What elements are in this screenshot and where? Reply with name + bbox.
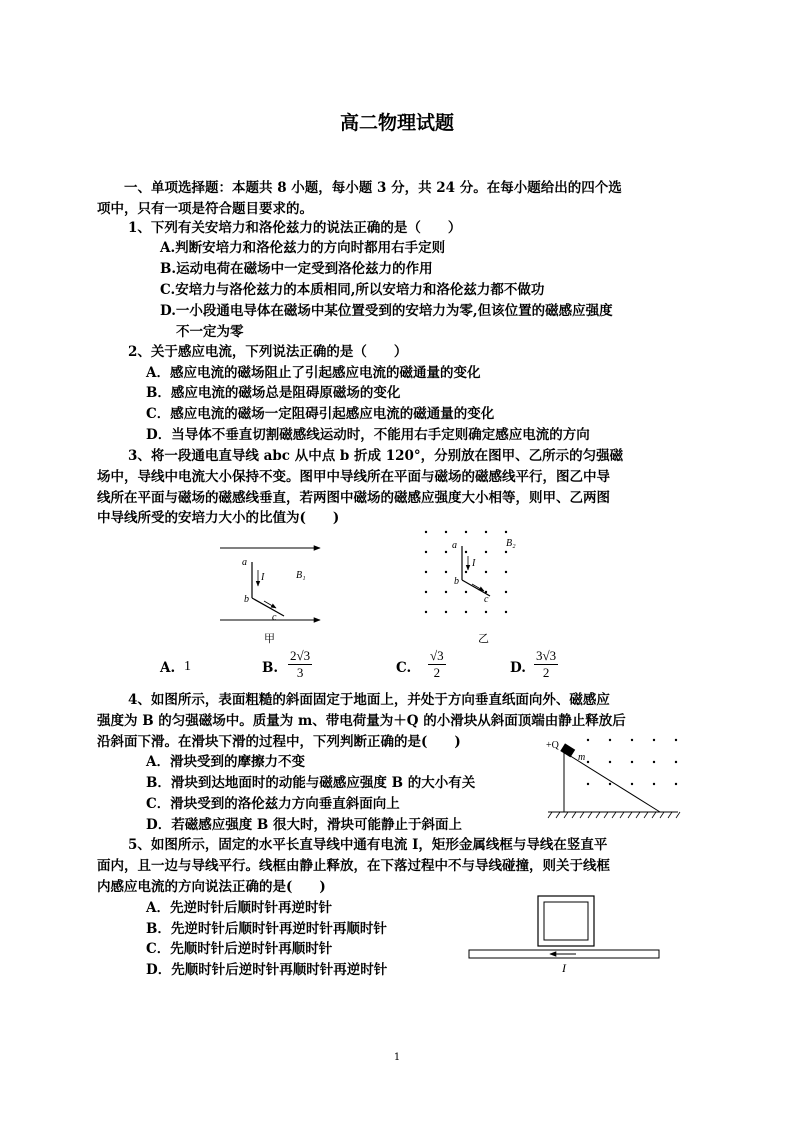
q4-option-b: B．滑块到达地面时的动能与磁感应强度 B 的大小有关 <box>146 775 476 791</box>
label-I: I <box>261 572 265 583</box>
q4-stem-line3: 沿斜面下滑。在滑块下滑的过程中，下列判断正确的是( ) <box>97 734 461 750</box>
page-number: 1 <box>393 1052 401 1063</box>
q3-option-c-label: C. <box>396 660 412 676</box>
field-dot <box>609 739 611 741</box>
q1-option-d-line2: 不一定为零 <box>176 324 244 340</box>
label-mass: m <box>578 752 586 763</box>
q1-option-a: A.判断安培力和洛伦兹力的方向时都用右手定则 <box>160 240 446 256</box>
q3-option-a-value: 1 <box>184 659 191 674</box>
label-b: b <box>454 576 459 587</box>
field-dot <box>425 531 427 533</box>
field-dot <box>485 611 487 613</box>
q2-option-d: D．当导体不垂直切割磁感线运动时，不能用右手定则确定感应电流的方向 <box>146 427 590 443</box>
current-arrow-2 <box>264 601 276 608</box>
field-dot <box>485 531 487 533</box>
q3-stem-line1: 3、将一段通电直导线 abc 从中点 b 折成 120°，分别放在图甲、乙所示的匀强磁 <box>128 448 624 464</box>
q2-option-c: C．感应电流的磁场一定阻碍引起感应电流的磁通量的变化 <box>146 406 495 422</box>
denominator: 2 <box>433 665 441 680</box>
numerator: √3 <box>430 648 444 663</box>
label-b: b <box>244 594 249 605</box>
field-dot <box>609 761 611 763</box>
field-dot <box>465 591 467 593</box>
q3-option-b-fraction <box>288 648 312 681</box>
label-charge: +Q <box>546 740 559 751</box>
field-dot <box>465 531 467 533</box>
field-dot <box>425 591 427 593</box>
field-dot <box>465 571 467 573</box>
ground-hatching <box>548 812 680 818</box>
q3-option-d-fraction <box>534 648 558 681</box>
q3-option-a-label: A. <box>160 660 176 676</box>
metal-frame-inner <box>544 902 588 940</box>
field-dot <box>675 761 677 763</box>
page-title: 高二物理试题 <box>339 112 454 134</box>
field-dot <box>425 571 427 573</box>
label-c: c <box>272 612 277 623</box>
q2-stem: 2、关于感应电流，下列说法正确的是（ ） <box>128 344 408 360</box>
denominator: 2 <box>542 665 550 680</box>
magnetic-field-dots <box>425 531 507 613</box>
field-dot <box>425 611 427 613</box>
numerator: 3√3 <box>536 648 557 663</box>
field-dot <box>465 551 467 553</box>
field-dot <box>485 551 487 553</box>
q4-option-a: A．滑块受到的摩擦力不变 <box>146 754 305 770</box>
q1-option-c: C.安培力与洛伦兹力的本质相同,所以安培力和洛伦兹力都不做功 <box>160 282 545 298</box>
field-dot <box>505 551 507 553</box>
q1-option-b: B.运动电荷在磁场中一定受到洛伦兹力的作用 <box>160 261 433 277</box>
field-dot <box>485 571 487 573</box>
numerator: 2√3 <box>290 648 311 663</box>
caption-jia: 甲 <box>264 632 275 645</box>
q3-figure-jia <box>212 538 327 646</box>
q4-stem-line2: 强度为 B 的匀强磁场中。质量为 m、带电荷量为＋Q 的小滑块从斜面顶端由静止释放后 <box>97 713 626 729</box>
q1-stem: 1、下列有关安培力和洛伦兹力的说法正确的是（ ） <box>128 220 462 236</box>
label-B2: B₂ <box>506 538 516 549</box>
magnetic-field-dots <box>587 739 677 785</box>
label-B1: B₁ <box>296 570 306 581</box>
field-dot <box>505 611 507 613</box>
label-a: a <box>242 557 247 568</box>
field-dot <box>609 783 611 785</box>
field-dot <box>445 571 447 573</box>
q3-stem-line3: 线所在平面与磁场的磁感线垂直，若两图中磁场的磁感应强度大小相等，则甲、乙两图 <box>97 490 610 506</box>
field-dot <box>653 761 655 763</box>
q5-stem-line3: 内感应电流的方向说法正确的是( ) <box>97 879 326 895</box>
field-dot <box>425 551 427 553</box>
label-a: a <box>452 540 457 551</box>
label-c: c <box>484 594 489 605</box>
section-heading-line2: 项中，只有一项是符合题目要求的。 <box>97 201 313 217</box>
q5-option-d: D．先顺时针后逆时针再顺时针再逆时针 <box>146 962 388 978</box>
q5-frame-wire-figure <box>466 892 662 976</box>
q1-option-d-line1: D.一小段通电导体在磁场中某位置受到的安培力为零,但该位置的磁感应强度 <box>160 303 613 319</box>
field-dot <box>505 571 507 573</box>
label-I: I <box>562 961 566 975</box>
q4-option-c: C．滑块受到的洛伦兹力方向垂直斜面向上 <box>146 796 400 812</box>
q5-option-a: A．先逆时针后顺时针再逆时针 <box>146 900 332 916</box>
wire-bc <box>252 598 284 616</box>
q3-figure-yi <box>418 526 526 646</box>
q4-stem-line1: 4、如图所示，表面粗糙的斜面固定于地面上，并处于方向垂直纸面向外、磁感应 <box>128 692 610 708</box>
q3-stem-line2: 场中，导线中电流大小保持不变。图甲中导线所在平面与磁场的磁感线平行，图乙中导 <box>97 469 610 485</box>
current-arrow-2 <box>472 584 484 591</box>
q4-incline-figure <box>538 732 688 828</box>
q2-option-b: B．感应电流的磁场总是阻碍原磁场的变化 <box>146 385 401 401</box>
denominator: 3 <box>296 665 304 680</box>
section-heading-line1: 一、单项选择题：本题共 8 小题，每小题 3 分，共 24 分。在每小题给出的四个选 <box>124 180 622 196</box>
q3-option-b-label: B. <box>262 660 279 676</box>
field-dot <box>505 591 507 593</box>
field-dot <box>587 783 589 785</box>
field-dot <box>587 761 589 763</box>
q5-stem-line2: 面内，且一边与导线平行。线框由静止释放，在下落过程中不与导线碰撞，则关于线框 <box>97 858 610 874</box>
field-dot <box>465 611 467 613</box>
field-dot <box>653 783 655 785</box>
field-dot <box>675 739 677 741</box>
field-dot <box>445 551 447 553</box>
q3-stem-line4: 中导线所受的安培力大小的比值为( ) <box>97 510 340 526</box>
q2-option-a: A．感应电流的磁场阻止了引起感应电流的磁通量的变化 <box>146 365 481 381</box>
field-dot <box>631 783 633 785</box>
q3-option-d-label: D. <box>510 660 526 676</box>
caption-yi: 乙 <box>478 632 489 645</box>
q5-option-c: C．先顺时针后逆时针再顺时针 <box>146 941 333 957</box>
field-dot <box>675 783 677 785</box>
field-dot <box>631 761 633 763</box>
q4-option-d: D．若磁感应强度 B 很大时，滑块可能静止于斜面上 <box>146 817 463 833</box>
field-dot <box>445 591 447 593</box>
metal-frame-outer <box>538 896 594 946</box>
label-I: I <box>472 558 476 569</box>
q3-option-c-fraction <box>428 648 446 681</box>
field-dot <box>587 739 589 741</box>
q5-option-b: B．先逆时针后顺时针再逆时针再顺时针 <box>146 921 387 937</box>
q5-stem-line1: 5、如图所示，固定的水平长直导线中通有电流 I，矩形金属线框与导线在竖直平 <box>128 837 608 853</box>
field-dot <box>445 611 447 613</box>
field-dot <box>505 531 507 533</box>
field-dot <box>631 739 633 741</box>
slider-block <box>560 743 575 757</box>
field-dot <box>445 531 447 533</box>
field-dot <box>653 739 655 741</box>
